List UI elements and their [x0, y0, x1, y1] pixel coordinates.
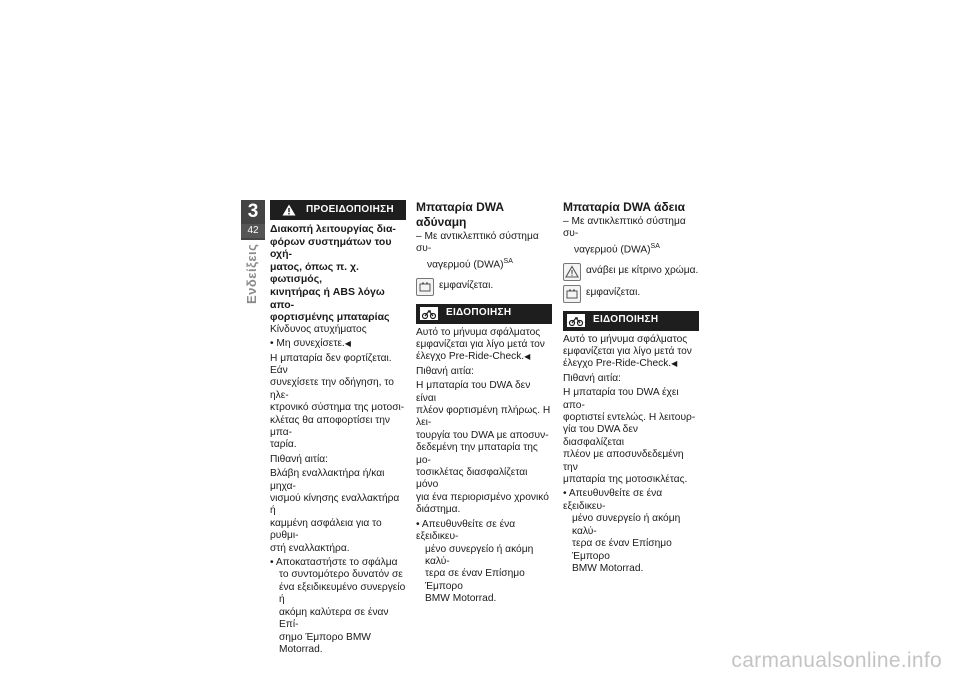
dash-item: – Με αντικλεπτικό σύστημα συ- ναγερμού (DWA)$^{SA}$	[416, 231, 539, 271]
motorcycle-note-icon	[420, 307, 438, 321]
lamp-row-display: εμφανίζεται.	[563, 285, 699, 303]
end-marker-icon: ◀	[344, 339, 351, 349]
note-bar	[563, 311, 699, 331]
cause-label: Πιθανή αιτία:	[270, 453, 328, 465]
page-number: 42	[241, 224, 265, 238]
note-text: Αυτό το μήνυμα σφάλματος εμφανίζεται για λίγο μετά τον έλεγχο Pre-Ride-Check.◀	[416, 326, 545, 363]
warning-lamp-icon	[563, 263, 581, 281]
column-3	[563, 200, 699, 575]
note-label: ΕΙΔΟΠΟΙΗΣΗ	[593, 314, 659, 326]
section-title-dwa-weak: Μπαταρία DWA αδύναμη	[416, 200, 504, 229]
chapter-title: Ενδείξεις	[244, 244, 259, 305]
bullet-stop: • Μη συνεχίσετε.◀	[270, 338, 351, 350]
column-2	[416, 200, 552, 606]
lamp-row	[416, 278, 552, 296]
warning-label: ΠΡΟΕΙΔΟΠΟΙΗΣΗ	[306, 203, 394, 215]
bullet-repair: • Αποκαταστήστε το σφάλμα το συντομότερο δυνατόν σε ένα εξειδικευμένο συνεργείο ή ακόμη καλύτερα σε έναν Επί- σημο Έμπορο BMW Motorrad.	[270, 557, 406, 655]
danger-text: Κίνδυνος ατυχήματος	[270, 323, 367, 335]
note-bar	[416, 304, 552, 324]
warning-bar	[270, 200, 406, 220]
paragraph-cause: Βλάβη εναλλακτήρα ή/και μηχα- νισμού κίνησης εναλλακτήρα ή καμμένη ασφάλεια για το ρυθμι- στή εναλλακτήρα.	[270, 468, 400, 554]
paragraph-battery: Η μπαταρία δεν φορτίζεται. Εάν συνεχίσετε την οδήγηση, το ηλε- κτρονικό σύστημα της μοτοσι- κλέτας θα αποφορτίσει την μπα- ταρία.	[270, 352, 405, 451]
battery-display-icon	[563, 285, 581, 303]
battery-display-icon	[416, 278, 434, 296]
end-marker-icon: ◀	[524, 352, 531, 362]
cause-text: Η μπαταρία του DWA έχει απο- φορτιστεί εντελώς. Η λειτουρ- γία του DWA δεν διασφαλίζεται πλέον με αποσυνδεδεμένη την μπαταρία της μοτοσικλέτας.	[563, 387, 696, 486]
column-1	[270, 200, 406, 656]
warning-triangle-icon	[280, 204, 298, 216]
dash-item: – Με αντικλεπτικό σύστημα συ- ναγερμού (DWA)$^{SA}$	[563, 216, 686, 256]
watermark: carmanualsonline.info	[731, 649, 942, 672]
cause-label: Πιθανή αιτία:	[563, 372, 621, 384]
lamp-row-warning: ανάβει με κίτρινο χρώμα.	[563, 263, 699, 281]
cause-text: Η μπαταρία του DWA δεν είναι πλέον φορτισμένη πλήρως. Η λει- τουργία του DWA με αποσυν- δεδεμένη την μπαταρία της μο- τοσικλέτας διασφαλίζεται μόνο για ένα περιορισμένο χρονικό διάστημα.	[416, 380, 551, 516]
warning-heading: Διακοπή λειτουργίας δια- φόρων συστημάτων του οχή- ματος, όπως π. χ. φωτισμός, κινητήρας ή ABS λόγω απο- φορτισμένης μπαταρίας	[270, 223, 396, 324]
lamp-text: εμφανίζεται.	[439, 279, 494, 291]
chapter-tab	[241, 200, 265, 240]
cause-label: Πιθανή αιτία:	[416, 365, 474, 377]
section-title-dwa-empty: Μπαταρία DWA άδεια	[563, 200, 686, 214]
end-marker-icon: ◀	[671, 359, 678, 369]
chapter-title-vertical	[244, 244, 264, 354]
note-text: Αυτό το μήνυμα σφάλματος εμφανίζεται για λίγο μετά τον έλεγχο Pre-Ride-Check.◀	[563, 333, 692, 370]
bullet-dealer: • Απευθυνθείτε σε ένα εξειδικευ- μένο συνεργείο ή ακόμη καλύ- τερα σε έναν Επίσημο Έμπορο BMW Motorrad.	[563, 488, 681, 574]
bullet-dealer: • Απευθυνθείτε σε ένα εξειδικευ- μένο συνεργείο ή ακόμη καλύ- τερα σε έναν Επίσημο Έμπορο BMW Motorrad.	[416, 518, 534, 605]
motorcycle-note-icon	[567, 314, 585, 328]
chapter-number: 3	[247, 201, 259, 222]
note-label: ΕΙΔΟΠΟΙΗΣΗ	[446, 307, 512, 319]
